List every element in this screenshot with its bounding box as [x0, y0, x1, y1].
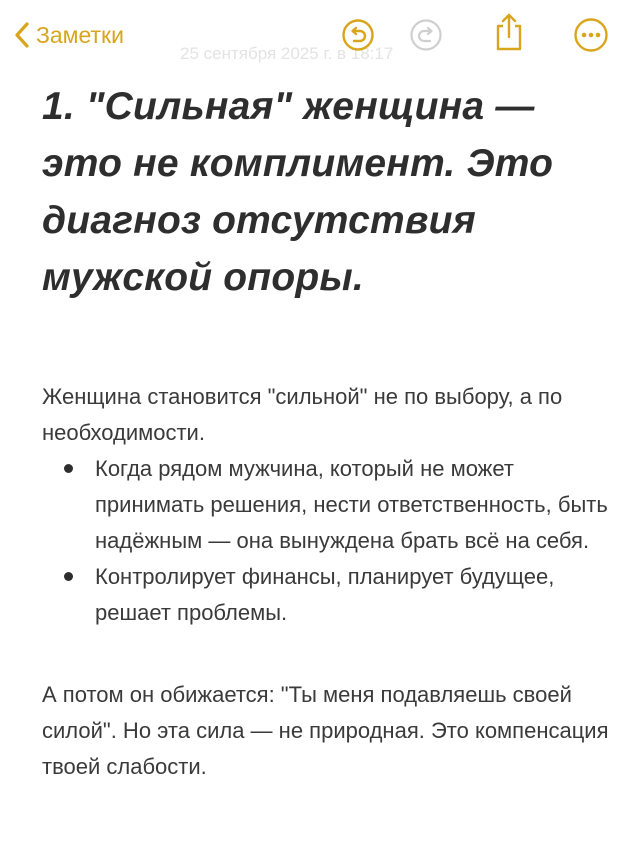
undo-button[interactable]: [340, 17, 376, 53]
bullet-icon: [64, 464, 73, 473]
share-button[interactable]: [491, 14, 527, 50]
bullet-icon: [64, 572, 73, 581]
note-title: 1. "Сильная" женщина — это не комплимент. Это диагноз отсутствия мужской опоры.: [42, 85, 554, 299]
list-item: [42, 451, 612, 559]
back-button[interactable]: [14, 18, 124, 52]
bullet-list: [42, 451, 612, 631]
redo-button[interactable]: [408, 17, 444, 53]
more-icon: [573, 17, 609, 53]
intro-paragraph: Женщина становится "сильной" не по выбору, а по необходимости.: [42, 384, 563, 445]
note-body[interactable]: [42, 78, 612, 785]
back-button-label: Заметки: [36, 21, 124, 48]
list-item-text: Контролирует финансы, планирует будущее, решает проблемы.: [95, 564, 555, 625]
share-icon: [493, 12, 525, 52]
more-button[interactable]: [573, 17, 609, 53]
chevron-left-icon: [14, 21, 30, 49]
top-toolbar: [0, 0, 640, 72]
redo-icon: [409, 18, 443, 52]
outro-paragraph: А потом он обижается: "Ты меня подавляешь своей силой". Но эта сила — не природная. Это компенсация твоей слабости.: [42, 682, 609, 779]
list-item: [42, 559, 612, 631]
note-date: 25 сентября 2025 г. в 18:17: [180, 44, 394, 63]
list-item-text: Когда рядом мужчина, который не может принимать решения, нести ответственность, быть надёжным — она вынуждена брать всё на себя.: [95, 456, 608, 553]
undo-icon: [341, 18, 375, 52]
